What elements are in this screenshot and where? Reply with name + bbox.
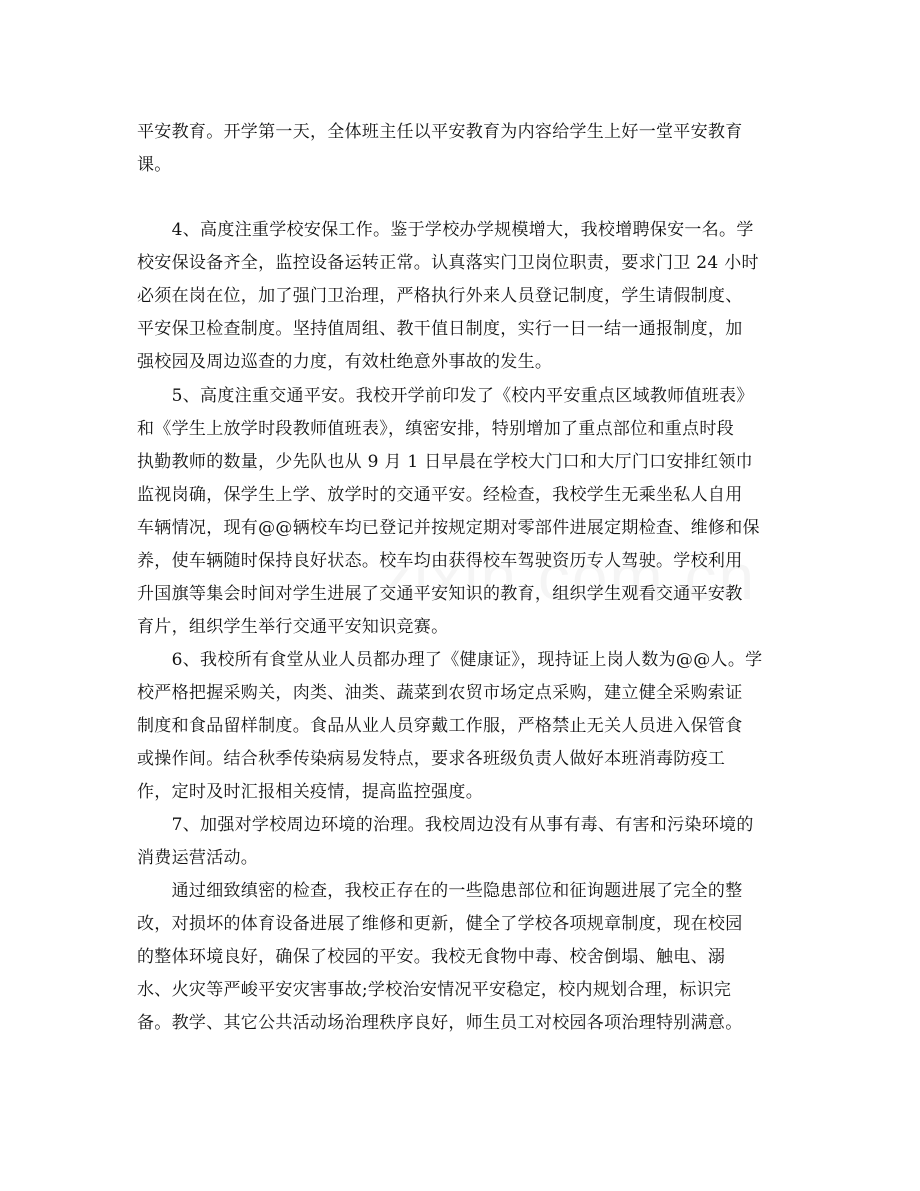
text-line: 制度和食品留样制度。食品从业人员穿戴工作服，严格禁止无关人员进入保管食 [137,716,743,736]
text-line: 平安教育。开学第一天，全体班主任以平安教育为内容给学生上好一堂平安教育 [137,122,743,142]
text-line: 强校园及周边巡查的力度，有效杜绝意外事故的发生。 [137,352,553,372]
text-line: 改，对损坏的体育设备进展了维修和更新，健全了学校各项规章制度，现在校园 [137,914,743,934]
text-line: 课。 [137,155,172,175]
text-line: 监视岗确，保学生上学、放学时的交通平安。经检查，我校学生无乘坐私人自用 [137,485,743,505]
text-line: 平安保卫检查制度。坚持值周组、教干值日制度，实行一日一结一通报制度，加 [137,319,743,339]
text-line: 养，使车辆随时保持良好状态。校车均由获得校车驾驶资历专人驾驶。学校利用 [137,551,743,571]
text-line: 升国旗等集会时间对学生进展了交通平安知识的教育，组织学生观看交通平安教 [137,584,743,604]
text-line: 通过细致缜密的检查，我校正存在的一些隐患部位和征询题进展了完全的整 [137,881,743,901]
text-line: 校安保设备齐全，监控设备运转正常。认真落实门卫岗位职责，要求门卫 24 小时 [137,253,759,273]
text-line: 的整体环境良好，确保了校园的平安。我校无食物中毒、校舍倒塌、触电、溺 [137,947,726,967]
text-line: 执勤教师的数量，少先队也从 9 月 1 日早晨在学校大门口和大厅门口安排红领巾 [137,452,753,472]
text-line: 车辆情况，现有@@辆校车均已登记并按规定期对零部件进展定期检查、维修和保 [137,518,760,538]
text-line: 育片，组织学生举行交通平安知识竞赛。 [137,617,449,637]
text-line: 备。教学、其它公共活动场治理秩序良好，师生员工对校园各项治理特别满意。 [137,1013,743,1033]
text-line: 5、高度注重交通平安。我校开学前印发了《校内平安重点区域教师值班表》 [137,386,754,406]
text-line: 6、我校所有食堂从业人员都办理了《健康证》，现持证上岗人数为@@人。学 [137,650,763,670]
text-line: 或操作间。结合秋季传染病易发特点，要求各班级负责人做好本班消毒防疫工 [137,749,726,769]
text-line: 7、加强对学校周边环境的治理。我校周边没有从事有毒、有害和污染环境的 [137,815,754,835]
text-line: 作，定时及时汇报相关疫情，提高监控强度。 [137,782,483,802]
text-line: 必须在岗在位，加了强门卫治理，严格执行外来人员登记制度，学生请假制度、 [137,286,743,306]
text-line: 消费运营活动。 [137,848,259,868]
text-line: 校严格把握采购关，肉类、油类、蔬菜到农贸市场定点采购，建立健全采购索证 [137,683,743,703]
text-line: 水、火灾等严峻平安灾害事故;学校治安情况平安稳定，校内规划合理，标识完 [137,980,732,1000]
text-line: 4、高度注重学校安保工作。鉴于学校办学规模增大，我校增聘保安一名。学 [137,220,754,240]
text-line: 和《学生上放学时段教师值班表》，缜密安排，特别增加了重点部位和重点时段 [137,419,734,439]
